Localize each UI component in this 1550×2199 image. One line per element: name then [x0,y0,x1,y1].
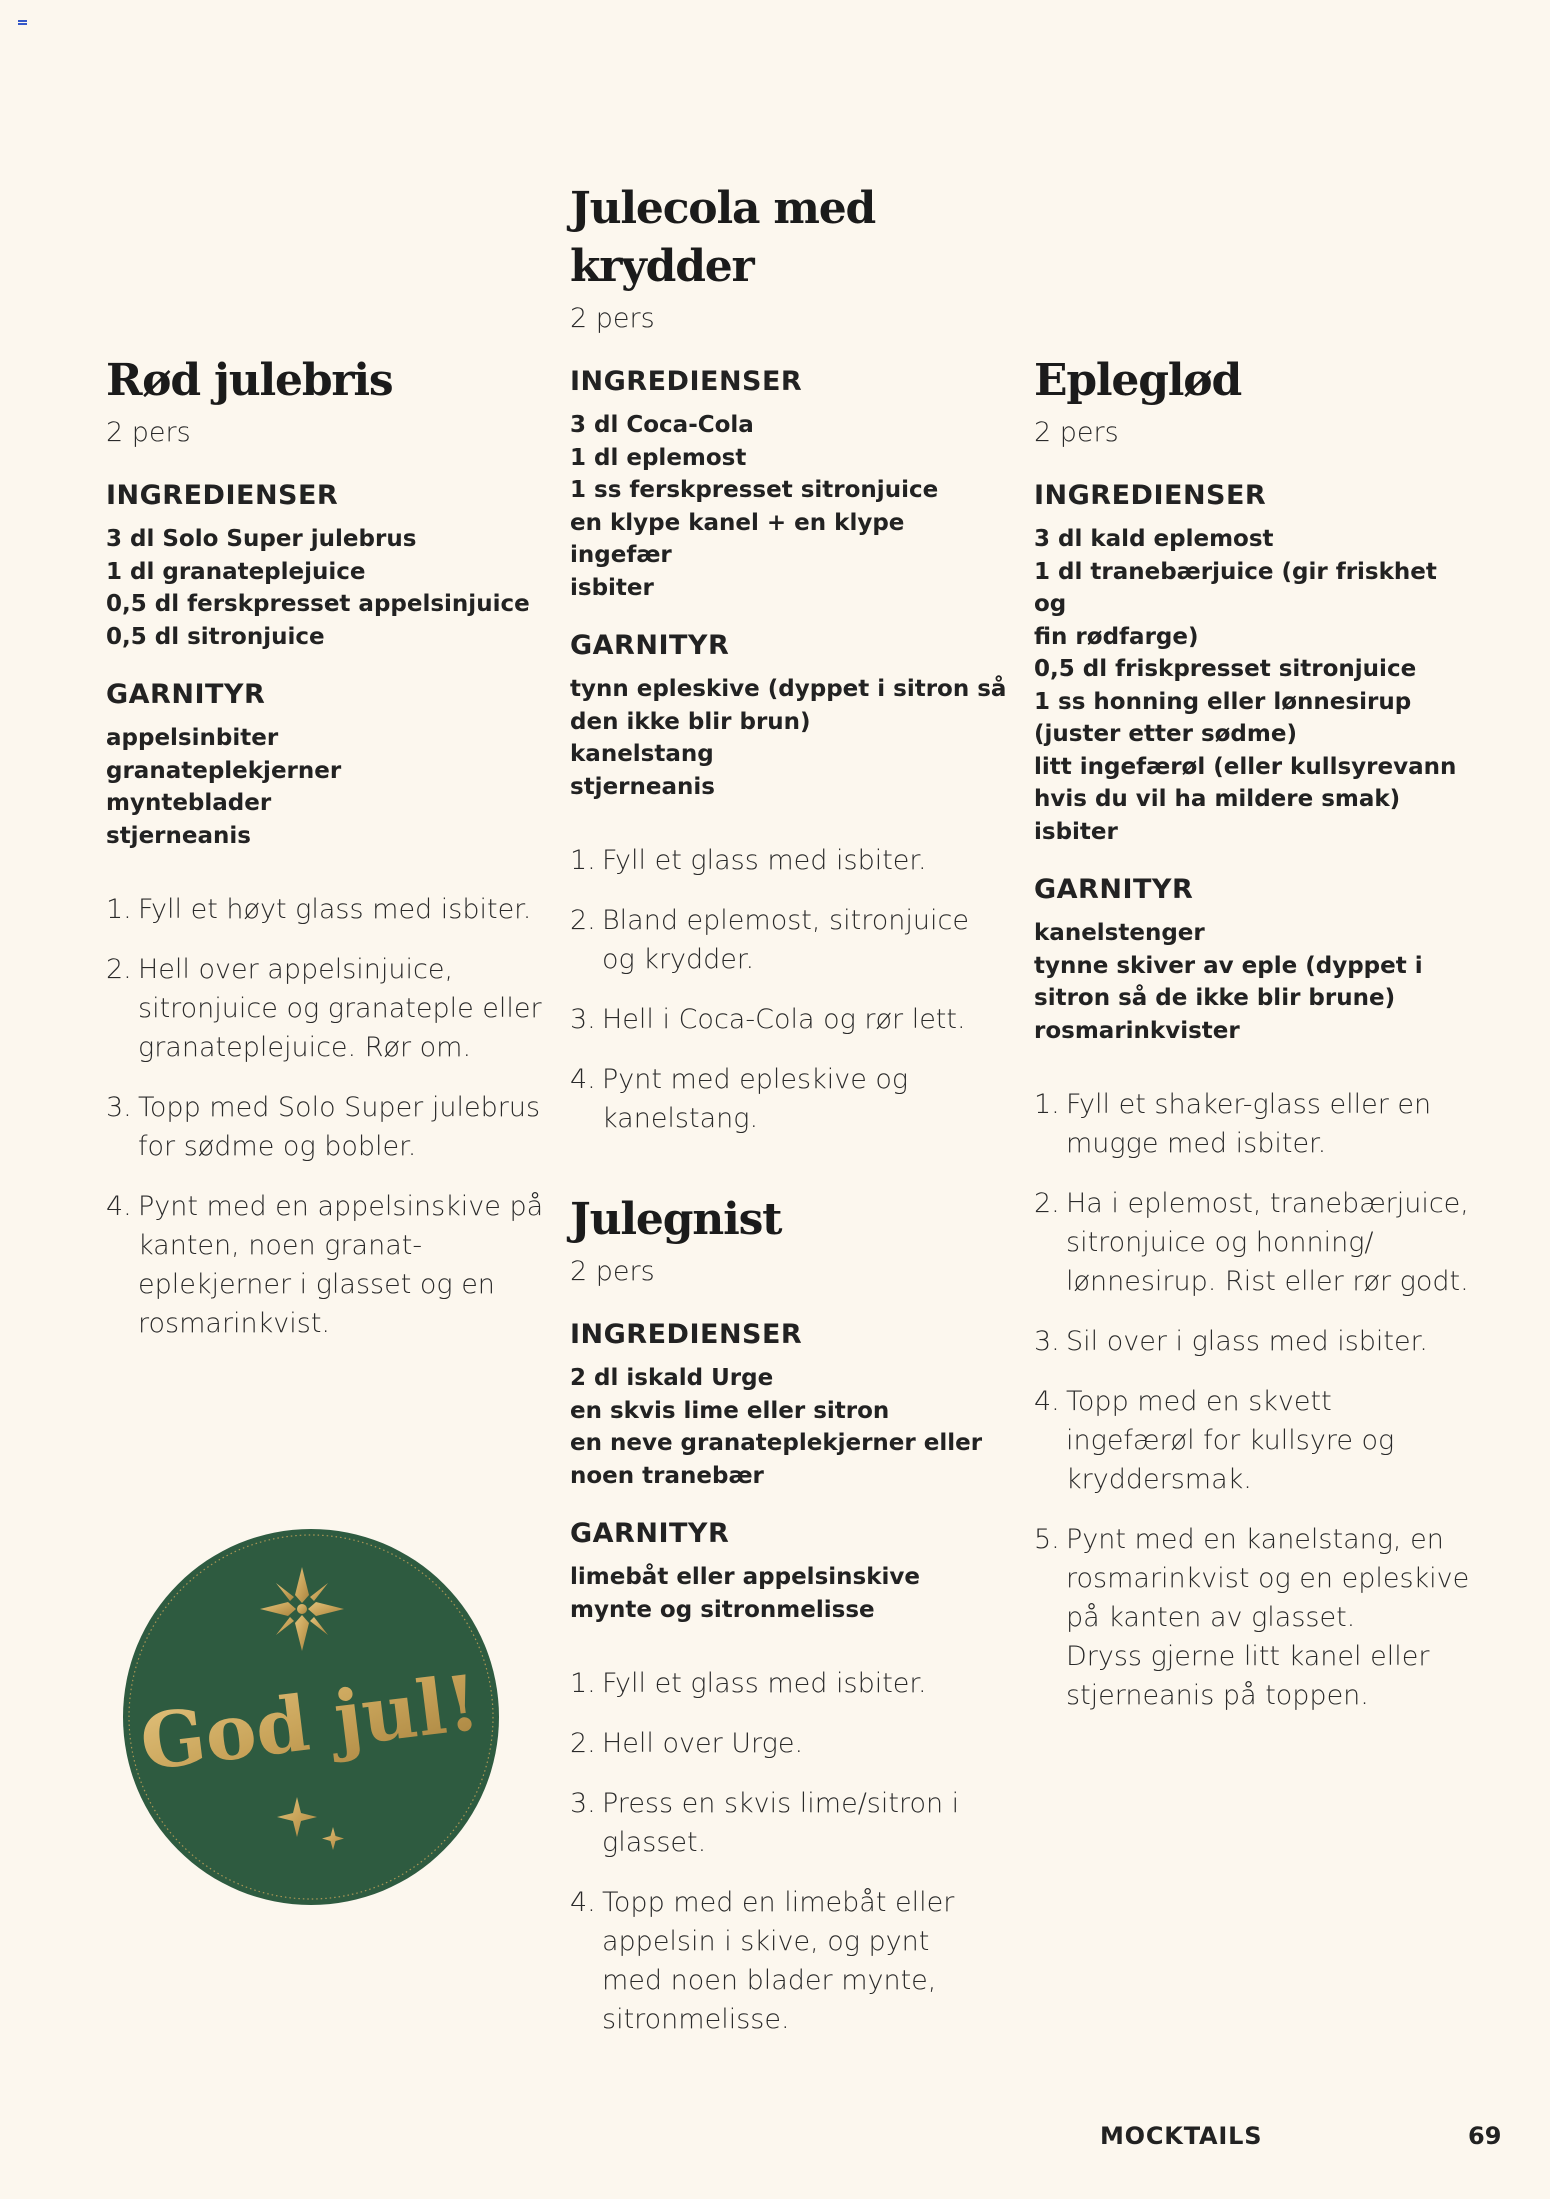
garnish-item: den ikke blir brun) [570,708,811,735]
garnish-item: tynne skiver av eple (dyppet i [1034,952,1423,979]
garnish-item: mynte og sitronmelisse [570,1596,875,1623]
ingredients-section [570,1319,1010,1492]
step-item [1034,1382,1474,1499]
step-item [1034,1184,1474,1301]
step-number: 4. [1034,1386,1060,1417]
step-number: 2. [1034,1188,1060,1219]
garnish-item: sitron så de ikke blir brune) [1034,985,1396,1011]
corner-mark [18,20,27,26]
step-text: Hell i Coca-Cola og rør lett. [602,1004,966,1035]
garnish-list [1034,917,1474,1047]
step-number: 2. [106,954,132,985]
step-item [570,901,1010,979]
garnish-item: tynn epleskive (dyppet i sitron så [570,676,1007,702]
step-item [570,1000,1010,1039]
step-text: Topp med en skvett ingefærøl for kullsyre og kryddersmak. [1066,1386,1395,1495]
ingredient-item: 1 ss honning eller lønnesirup [1034,688,1412,715]
recipe-rod-julebris [106,352,546,1364]
recipe-title: Rød julebris [106,355,393,406]
garnish-item: appelsinbiter [106,725,279,751]
garnish-item: mynteblader [106,790,272,816]
steps-list [106,890,546,1343]
garnish-list [106,722,546,852]
ingredients-section [1034,480,1474,848]
badge-text: God jul! [135,1657,485,1788]
garnish-section [1034,874,1474,1047]
ingredients-heading: INGREDIENSER [570,366,803,397]
step-number: 3. [570,1004,596,1035]
step-number: 1. [570,1668,596,1699]
recipe-epleglod [1034,352,1474,1736]
step-text: Pynt med en kanelstang, en rosmarinkvist og en epleskive på kanten av glasset. Dryss gjerne litt kanel eller stjerneanis på toppen. [1066,1524,1470,1711]
step-number: 4. [570,1887,596,1918]
ingredient-item: noen tranebær [570,1462,764,1489]
steps-list [570,841,1010,1138]
servings: 2 pers [1034,417,1119,448]
step-item [570,1883,1010,2039]
step-item [570,841,1010,880]
ingredient-item: hvis du vil ha mildere smak) [1034,786,1401,812]
servings: 2 pers [106,417,191,448]
step-number: 2. [570,905,596,936]
garnish-item: granateplekjerner [106,757,342,784]
servings: 2 pers [570,1256,655,1287]
step-number: 4. [570,1064,596,1095]
servings: 2 pers [570,303,655,334]
garnish-heading: GARNITYR [1034,874,1194,905]
ingredient-item: isbiter [570,574,654,601]
ingredients-section [106,480,546,653]
garnish-item: kanelstenger [1034,920,1205,946]
garnish-list [570,673,1010,803]
step-text: Topp med en limebåt eller appelsin i skive, og pynt med noen blader mynte, sitronmelisse. [602,1887,955,2035]
step-text: Topp med Solo Super julebrus for sødme og bobler. [138,1092,541,1162]
garnish-item: limebåt eller appelsinskive [570,1564,920,1590]
garnish-heading: GARNITYR [106,679,266,710]
step-text: Hell over appelsinjuice, sitronjuice og granateple eller granateplejuice. Rør om. [138,954,542,1063]
step-number: 4. [106,1191,132,1222]
step-item [570,1724,1010,1763]
step-item [1034,1520,1474,1715]
garnish-section [106,679,546,852]
step-item [106,890,546,929]
page-number: 69 [1468,2122,1502,2150]
recipe-julegnist [570,1191,1010,2039]
ingredient-item: 0,5 dl sitronjuice [106,623,325,650]
ingredient-item: 0,5 dl friskpresset sitronjuice [1034,656,1417,682]
step-item [106,1187,546,1343]
god-jul-badge [121,1527,501,1907]
step-item [570,1784,1010,1862]
garnish-list [570,1561,1010,1626]
ingredients-list [106,523,546,653]
garnish-item: stjerneanis [570,773,715,800]
garnish-item: rosmarinkvister [1034,1017,1240,1044]
step-item [570,1060,1010,1138]
ingredient-item: fin rødfarge) [1034,623,1199,650]
ingredient-item: 2 dl iskald Urge [570,1365,774,1391]
recipe-title-line: Julecola med [570,183,876,234]
step-text: Sil over i glass med isbiter. [1066,1326,1428,1357]
step-item [1034,1322,1474,1361]
step-text: Ha i eplemost, tranebærjuice, sitronjuice og honning/ lønnesirup. Rist eller rør godt. [1066,1188,1469,1297]
ingredients-list [570,1362,1010,1492]
garnish-item: kanelstang [570,741,714,767]
step-number: 1. [570,845,596,876]
step-text: Pynt med epleskive og kanelstang. [602,1064,909,1134]
step-text: Hell over Urge. [602,1728,804,1759]
ingredient-item: 1 ss ferskpresset sitronjuice [570,477,939,503]
ingredients-heading: INGREDIENSER [570,1319,803,1350]
step-text: Fyll et shaker-glass eller en mugge med isbiter. [1066,1089,1432,1159]
step-number: 3. [1034,1326,1060,1357]
steps-list [570,1664,1010,2039]
recipe-title-line: krydder [570,241,754,292]
ingredient-item: en klype kanel + en klype ingefær [570,509,905,568]
recipe-title [570,180,1010,296]
garnish-heading: GARNITYR [570,630,730,661]
ingredients-heading: INGREDIENSER [1034,480,1267,511]
ingredients-heading: INGREDIENSER [106,480,339,511]
steps-list [1034,1085,1474,1715]
ingredient-item: en skvis lime eller sitron [570,1397,890,1424]
garnish-section [570,1518,1010,1626]
step-number: 1. [1034,1089,1060,1120]
recipe-title: Julegnist [570,1194,782,1245]
ingredient-item: 3 dl Solo Super julebrus [106,526,417,552]
step-item [1034,1085,1474,1163]
step-number: 3. [570,1788,596,1819]
step-text: Fyll et høyt glass med isbiter. [138,894,532,925]
step-text: Fyll et glass med isbiter. [602,845,927,876]
step-text: Bland eplemost, sitronjuice og krydder. [602,905,969,975]
ingredients-section [570,366,1010,604]
column-middle [570,180,1010,2060]
ingredient-item: 1 dl eplemost [570,444,747,471]
step-item [106,950,546,1067]
step-text: Pynt med en appelsinskive på kanten, noen granat- eplekjerner i glasset og en rosmarinkvist. [138,1191,544,1339]
ingredients-list [570,409,1010,604]
ingredient-item: 1 dl granateplejuice [106,558,366,585]
ingredients-list [1034,523,1474,848]
step-text: Fyll et glass med isbiter. [602,1668,927,1699]
garnish-heading: GARNITYR [570,1518,730,1549]
recipe-julecola [570,180,1010,1138]
garnish-section [570,630,1010,803]
ingredient-item: 1 dl tranebærjuice (gir friskhet og [1034,558,1437,617]
ingredient-item: (juster etter sødme) [1034,721,1297,747]
recipe-title: Epleglød [1034,355,1242,406]
step-number: 1. [106,894,132,925]
ingredient-item: 0,5 dl ferskpresset appelsinjuice [106,591,530,617]
step-number: 2. [570,1728,596,1759]
step-number: 5. [1034,1524,1060,1555]
step-item [570,1664,1010,1703]
section-label: MOCKTAILS [1100,2122,1263,2150]
ingredient-item: 3 dl Coca-Cola [570,412,754,438]
step-text: Press en skvis lime/sitron i glasset. [602,1788,960,1858]
ingredient-item: 3 dl kald eplemost [1034,526,1274,552]
garnish-item: stjerneanis [106,822,251,849]
ingredient-item: litt ingefærøl (eller kullsyrevann [1034,753,1457,780]
ingredient-item: isbiter [1034,818,1118,845]
ingredient-item: en neve granateplekjerner eller [570,1430,983,1456]
step-number: 3. [106,1092,132,1123]
step-item [106,1088,546,1166]
